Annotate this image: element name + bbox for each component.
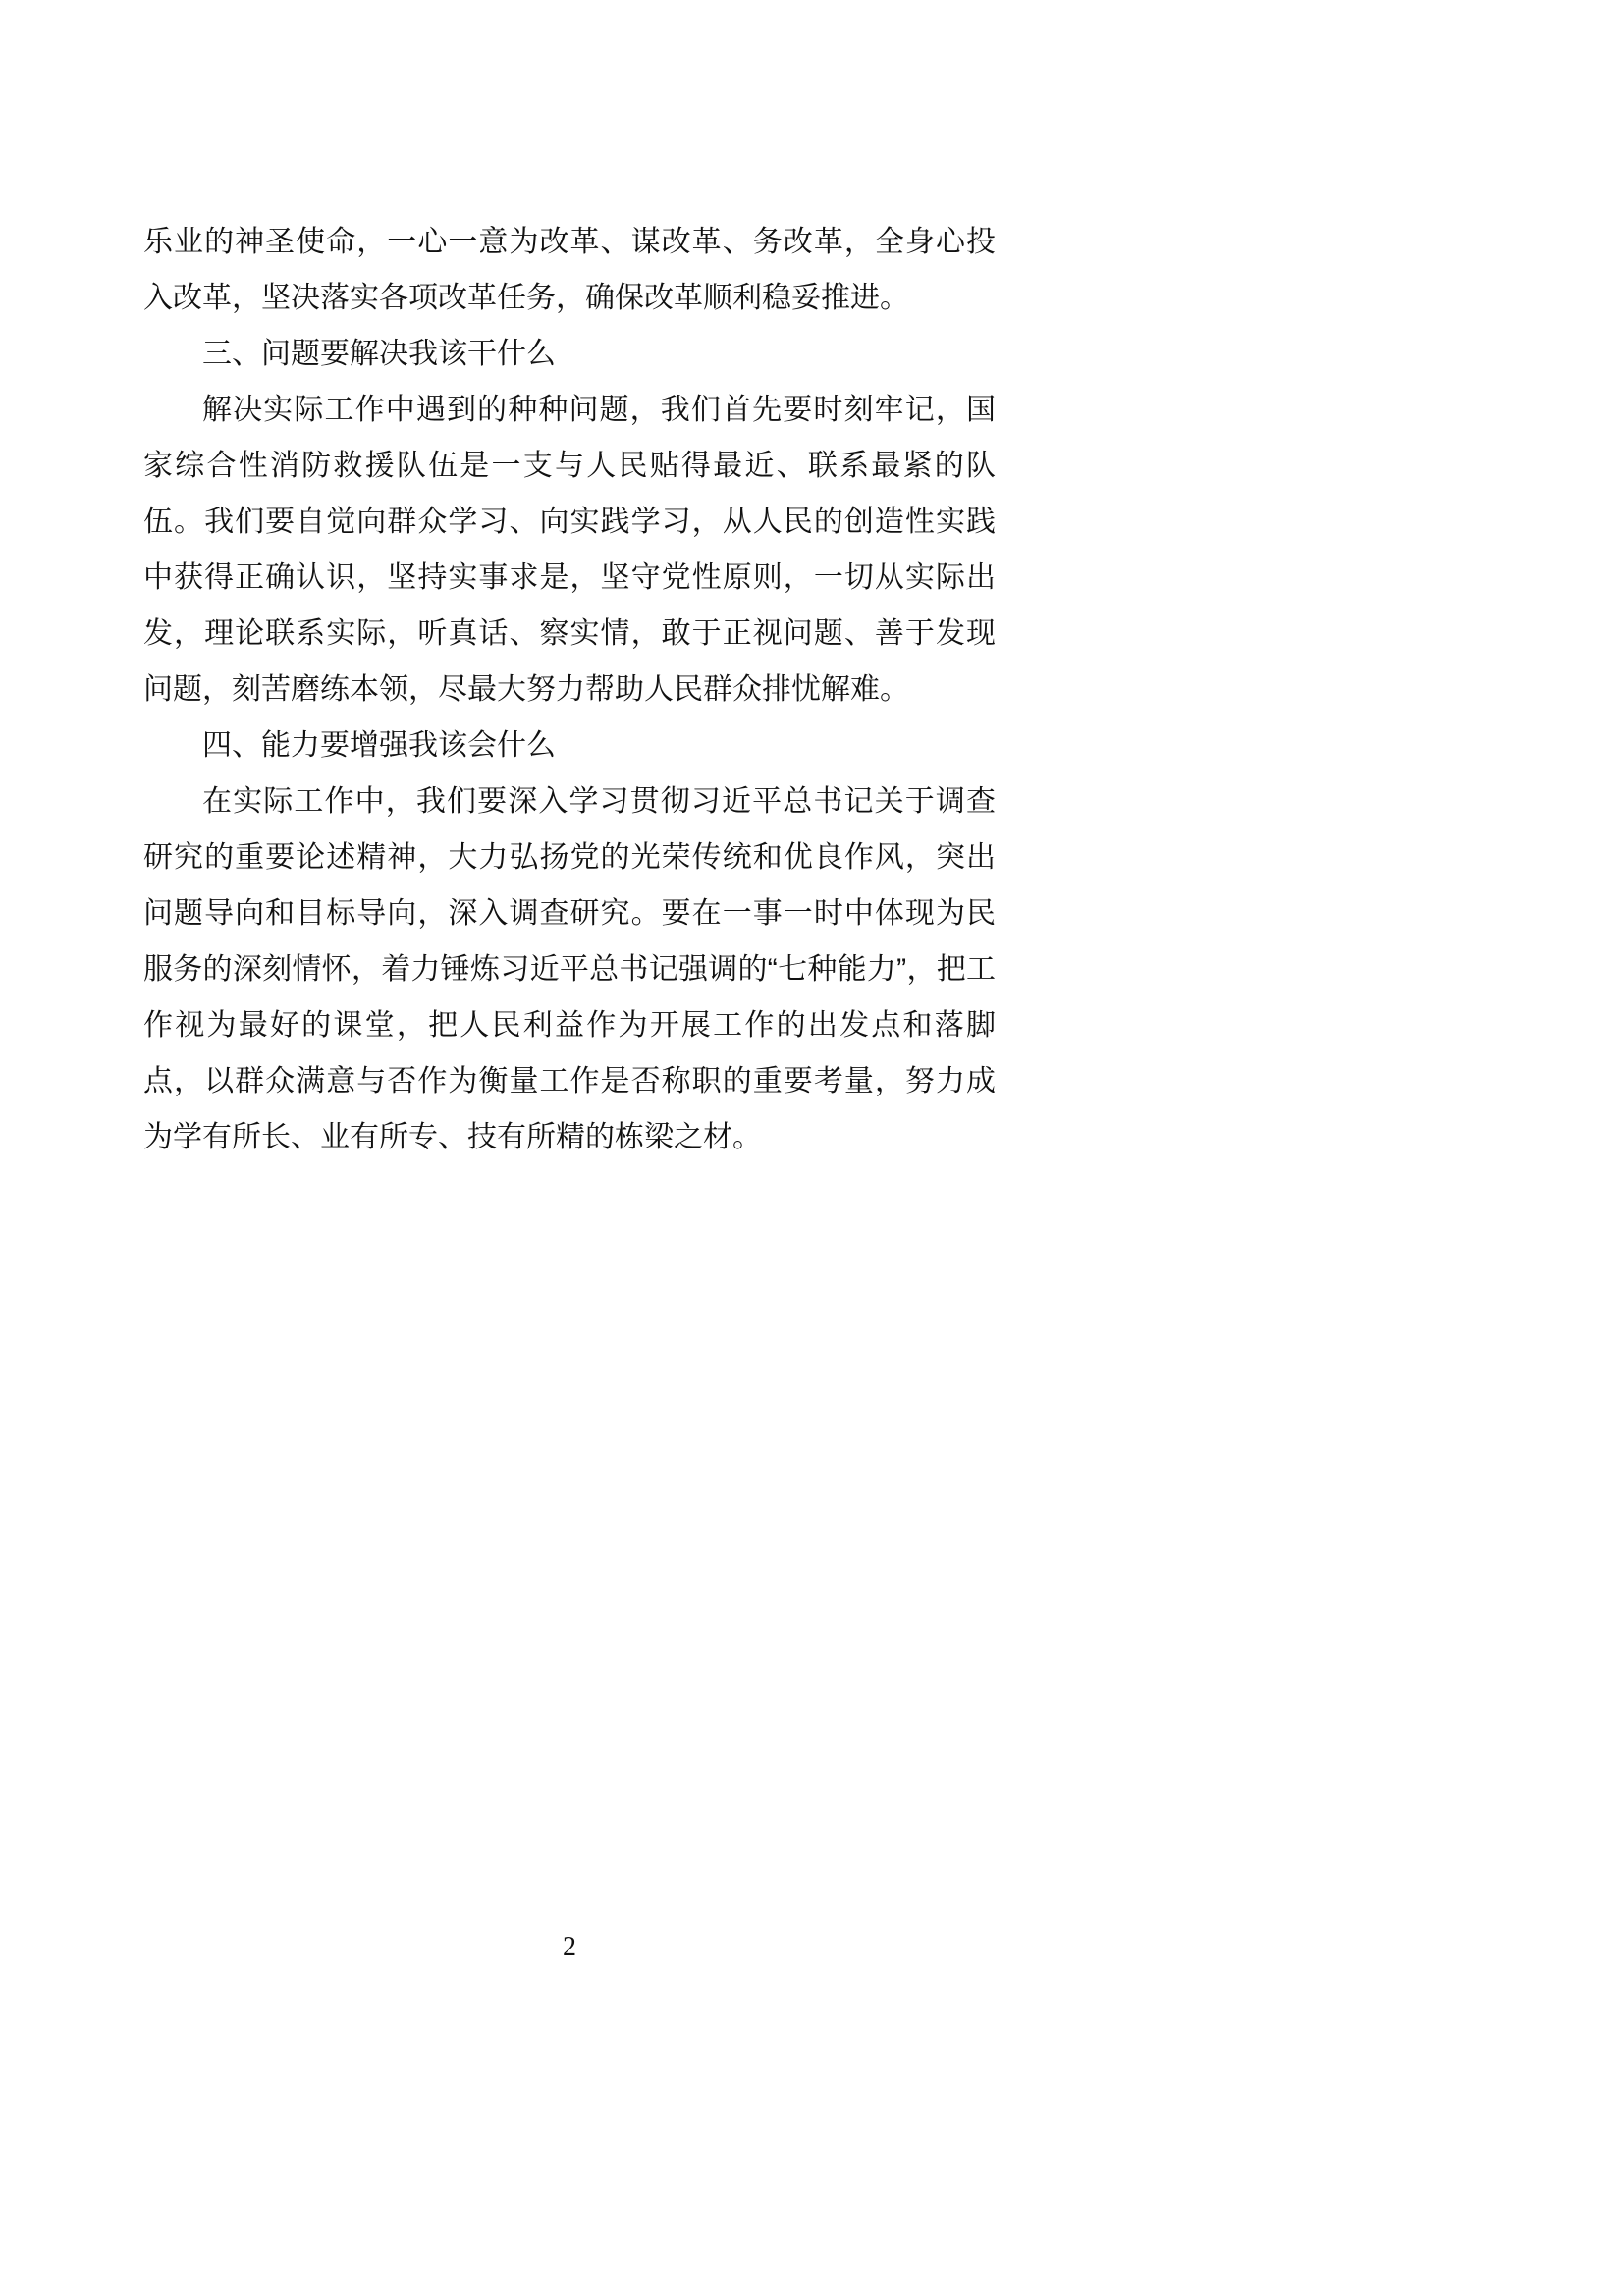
paragraph-continuation: 乐业的神圣使命，一心一意为改革、谋改革、务改革，全身心投入改革，坚决落实各项改革任务，确保改革顺利稳妥推进。 [143,226,996,314]
page-number: 2 [563,1932,576,1962]
section-heading-three: 三、问题要解决我该干什么 [202,338,556,370]
paragraph-section-three: 解决实际工作中遇到的种种问题，我们首先要时刻牢记，国家综合性消防救援队伍是一支与人民贴得最近、联系最紧的队伍。我们要自觉向群众学习、向实践学习，从人民的创造性实践中获得正确认识，坚持实事求是，坚守党性原则，一切从实际出发，理论联系实际，听真话、察实情，敢于正视问题、善于发现问题，刻苦磨练本领，尽最大努力帮助人民群众排忧解难。 [143,394,996,706]
paragraph-section-four: 在实际工作中，我们要深入学习贯彻习近平总书记关于调查研究的重要论述精神，大力弘扬党的光荣传统和优良作风，突出问题导向和目标导向，深入调查研究。要在一事一时中体现为民服务的深刻情怀，着力锤炼习近平总书记强调的“七种能力”，把工作视为最好的课堂，把人民利益作为开展工作的出发点和落脚点，以群众满意与否作为衡量工作是否称职的重要考量，努力成为学有所长、业有所专、技有所精的栋梁之材。 [143,785,996,1153]
text-block [143,214,996,1165]
section-heading-four: 四、能力要增强我该会什么 [202,729,556,762]
